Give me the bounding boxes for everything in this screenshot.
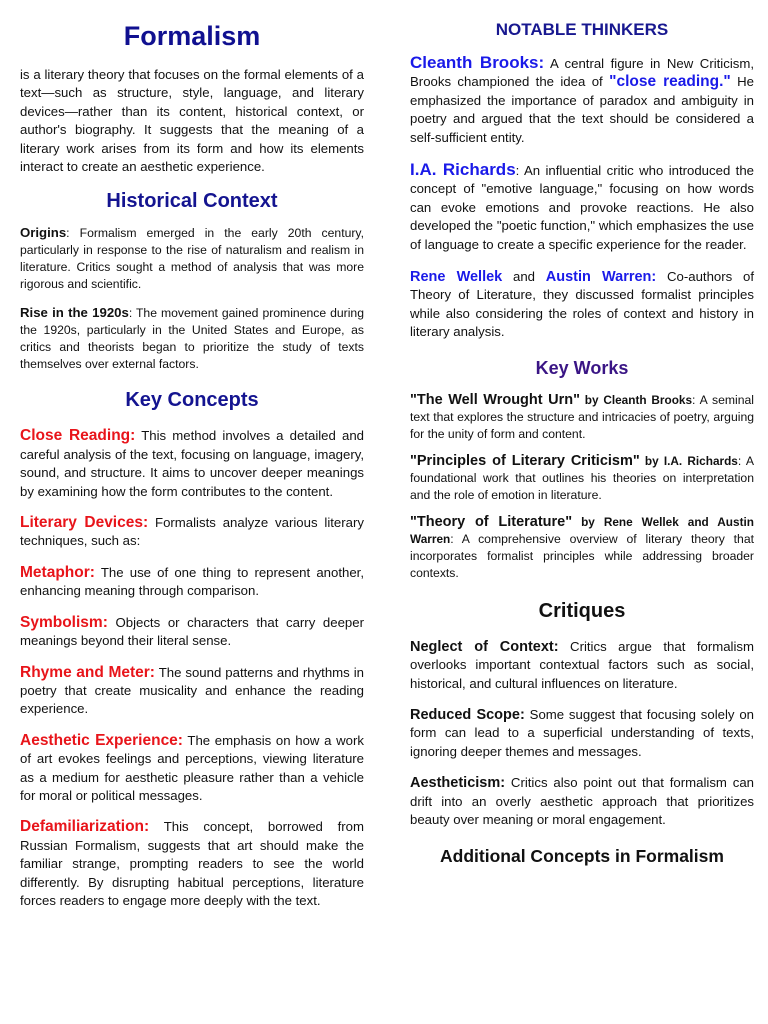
concept-term: Literary Devices: [20,514,149,532]
concept-text: This method involves a detailed and careful analysis of the text, focusing on language, imagery, sound, and structure. It aims to uncover deeper meanings by examining how the form contributes to the content. [20,428,364,499]
work-by: by I.A. Richards [639,453,738,468]
rise-paragraph [20,304,364,373]
critique-text: Some suggest that focusing solely on form can lead to a superficial understanding of texts, ignoring deeper themes and messages. [410,706,755,759]
concept-term: Defamiliarization: [20,818,150,836]
work-principles [410,453,754,504]
key-concepts-heading: Key Concepts [125,389,259,412]
concept-aesthetic-experience [20,732,364,806]
work-title: "Principles of Literary Criticism" [410,452,640,469]
concept-rhyme-meter [20,664,364,719]
work-by: by Cleanth Brooks [579,392,693,407]
thinker-and: and [502,269,546,285]
intro-paragraph: is a literary theory that focuses on the formal elements of a text—such as structure, style, language, and literary devices—rather than its content, historical context, or author's biography. It suggests that the meaning of a literary work arises from its form and how its elements interact to create an aesthetic experience. [20,67,364,175]
thinker-text: A central figure in New Criticism, Brooks championed the idea of [410,56,755,90]
critique-term: Reduced Scope: [410,706,525,723]
thinker-name: Rene Wellek [410,269,503,286]
concept-text: The use of one thing to represent another, enhancing meaning through comparison. [20,564,364,599]
left-column [20,0,364,910]
thinker-brooks [410,54,754,147]
thinker-wellek-warren [410,268,754,342]
thinker-name: I.A. Richards [410,160,516,180]
concept-metaphor [20,564,364,601]
concept-term: Metaphor: [20,563,95,581]
notable-thinkers-heading: NOTABLE THINKERS [495,20,669,39]
concept-term: Aesthetic Experience: [20,731,183,749]
concept-defamiliarization [20,818,364,910]
work-theory-of-literature [410,514,754,582]
critique-text: Critics also point out that formalism can drift into an overly aesthetic approach that prioritizes beauty over meaning or moral engagement. [410,775,754,827]
rise-term: Rise in the 1920s [20,305,129,321]
thinker-richards [410,161,754,254]
page-title: Formalism [123,21,261,51]
work-text: : A seminal text that explores the structure and intricacies of poetry, arguing for the unity of form and content. [410,392,754,441]
concept-term: Rhyme and Meter: [20,663,155,681]
historical-context-heading: Historical Context [106,190,278,213]
work-title: "The Well Wrought Urn" [410,391,580,408]
concept-text: The sound patterns and rhythms in poetry that create musicality and enhance the reading experience. [20,664,364,717]
origins-paragraph [20,224,364,293]
thinker-text: He emphasized the importance of paradox and ambiguity in poetry and argued that the text should be considered a self-sufficient entity. [410,74,754,145]
thinker-name: Austin Warren: [545,269,657,286]
concept-text: Objects or characters that carry deeper meanings beyond their literal sense. [20,614,364,649]
concept-close-reading [20,427,364,501]
critique-term: Neglect of Context: [410,638,559,655]
critique-reduced-scope [410,706,754,761]
additional-concepts-heading: Additional Concepts in Formalism [440,846,724,867]
critiques-heading: Critiques [538,599,626,622]
right-column [410,0,754,869]
critique-term: Aestheticism: [410,775,506,792]
work-by: by Rene Wellek and Austin Warren [410,514,754,546]
thinker-text: Co-authors of Theory of Literature, they discussed formalist principles while also considering the roles of context and history in literary analysis. [410,269,754,340]
work-text: : A foundational work that outlines his theories on interpretation and the role of emotion in literature. [410,453,754,502]
concept-text: The emphasis on how a work of art evokes feelings and perceptions, viewing literature as a medium for aesthetic pleasure rather than a vehicle for moral or political messages. [20,732,364,803]
origins-text: : Formalism emerged in the early 20th century, particularly in response to the rise of naturalism and realism in literature. Critics sought a method of analysis that was more rigorous and scientific. [20,226,364,292]
thinker-name: Cleanth Brooks: [410,53,545,72]
concept-text: Formalists analyze various literary techniques, such as: [20,515,364,549]
work-text: : A comprehensive overview of literary theory that incorporates formalist principles while addressing broader contexts. [410,531,754,580]
thinker-text: : An influential critic who introduced the concept of "emotive language," focusing on how words can evoke emotions and provoke reactions. He also developed the "poetic function," which emphasizes the use of language to create a specific experience for the reader. [410,163,755,252]
critique-text: Critics argue that formalism overlooks important contextual factors such as social, historical, and cultural influences on literature. [410,638,754,691]
origins-term: Origins [20,225,67,241]
critique-neglect-context [410,638,754,693]
concept-literary-devices [20,514,364,551]
close-reading-quote: "close reading." [609,73,731,91]
concept-term: Close Reading: [20,427,136,445]
concept-term: Symbolism: [20,613,108,631]
rise-text: : The movement gained prominence during the 1920s, particularly in the United States and Europe, as critics and theorists began to prioritize the study of texts themselves over external factors. [20,306,364,372]
concept-symbolism [20,614,364,651]
work-title: "Theory of Literature" [410,513,573,530]
key-works-heading: Key Works [535,357,629,378]
work-well-wrought-urn [410,392,754,443]
concept-text: This concept, borrowed from Russian Formalism, suggests that art should make the familiar strange, prompting readers to see the world differently. By disrupting habitual perceptions, literature forces readers to engage more deeply with the text. [20,819,364,908]
critique-aestheticism [410,774,754,829]
